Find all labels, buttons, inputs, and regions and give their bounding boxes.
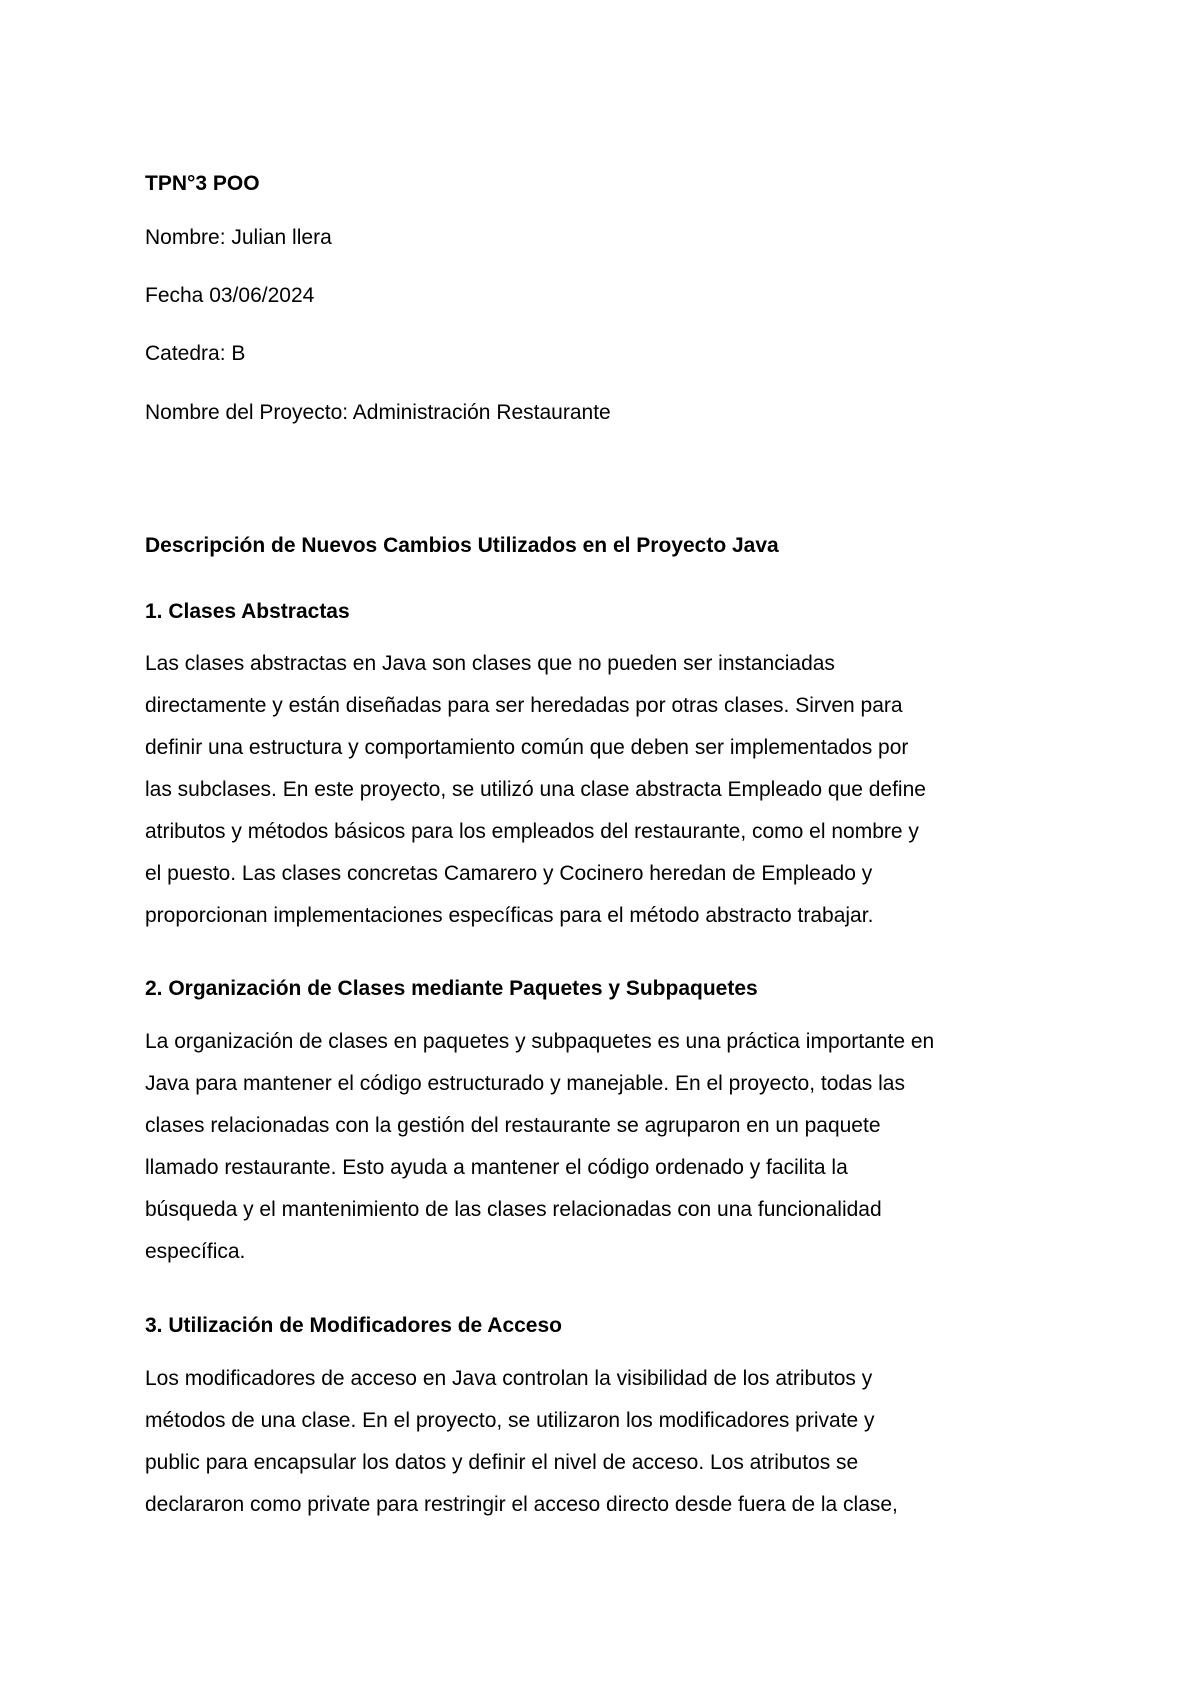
paragraph-line: las subclases. En este proyecto, se utilizó una clase abstracta Empleado que define: [145, 778, 926, 801]
paragraph-line: el puesto. Las clases concretas Camarero y Cocinero heredan de Empleado y: [145, 862, 873, 885]
paragraph-line: La organización de clases en paquetes y subpaquetes es una práctica importante en: [145, 1030, 935, 1053]
project-name: Nombre del Proyecto: Administración Restaurante: [145, 401, 611, 424]
paragraph-line: búsqueda y el mantenimiento de las clases relacionadas con una funcionalidad: [145, 1198, 882, 1221]
paragraph-line: definir una estructura y comportamiento común que deben ser implementados por: [145, 736, 909, 759]
paragraph-line: Los modificadores de acceso en Java controlan la visibilidad de los atributos y: [145, 1367, 873, 1390]
paragraph-line: Las clases abstractas en Java son clases que no pueden ser instanciadas: [145, 652, 835, 675]
main-heading: Descripción de Nuevos Cambios Utilizados en el Proyecto Java: [145, 534, 779, 557]
paragraph-line: public para encapsular los datos y definir el nivel de acceso. Los atributos se: [145, 1451, 859, 1474]
paragraph-line: proporcionan implementaciones específicas para el método abstracto trabajar.: [145, 904, 874, 927]
paragraph-line: clases relacionadas con la gestión del restaurante se agruparon en un paquete: [145, 1114, 881, 1137]
paragraph-line: declararon como private para restringir el acceso directo desde fuera de la clase,: [145, 1493, 898, 1516]
paragraph-line: específica.: [145, 1240, 246, 1263]
paragraph-line: métodos de una clase. En el proyecto, se utilizaron los modificadores private y: [145, 1409, 875, 1432]
section-title: 3. Utilización de Modificadores de Acceso: [145, 1314, 562, 1337]
date-line: Fecha 03/06/2024: [145, 284, 315, 307]
paragraph-line: atributos y métodos básicos para los empleados del restaurante, como el nombre y: [145, 820, 919, 843]
section-title: 1. Clases Abstractas: [145, 600, 350, 623]
paragraph-line: llamado restaurante. Esto ayuda a mantener el código ordenado y facilita la: [145, 1156, 848, 1179]
section-title: 2. Organización de Clases mediante Paquetes y Subpaquetes: [145, 977, 758, 1000]
paragraph-line: directamente y están diseñadas para ser heredadas por otras clases. Sirven para: [145, 694, 903, 717]
document-title: TPN°3 POO: [145, 172, 260, 195]
catedra-line: Catedra: B: [145, 342, 246, 365]
student-name: Nombre: Julian llera: [145, 226, 332, 249]
paragraph-line: Java para mantener el código estructurado y manejable. En el proyecto, todas las: [145, 1072, 905, 1095]
